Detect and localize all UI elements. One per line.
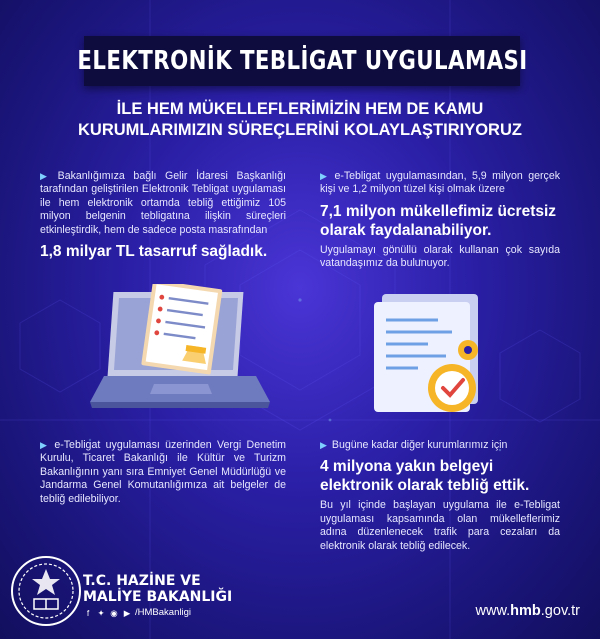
- facebook-icon[interactable]: f: [86, 607, 90, 618]
- laptop-document-illustration: [84, 284, 284, 414]
- triangle-bullet-icon: ▶: [320, 171, 330, 181]
- subtitle-line-1: İLE HEM MÜKELLEFLERİMİZİN HEM DE KAMU: [116, 100, 484, 118]
- subtitle-line-2: KURUMLARIMIZIN SÜREÇLERİNİ KOLAYLAŞTIRIYORUZ: [78, 121, 522, 139]
- website-link[interactable]: [476, 603, 580, 619]
- page-title: ELEKTRONİK TEBLİGAT UYGULAMASI: [76, 46, 528, 76]
- triangle-bullet-icon: ▶: [320, 440, 327, 450]
- youtube-icon[interactable]: ▶: [123, 607, 131, 618]
- info-block-documents: [320, 439, 560, 553]
- approved-document-illustration: [368, 290, 498, 430]
- info-block-savings: [40, 170, 286, 261]
- website-suffix: .gov.tr: [540, 603, 580, 619]
- social-links: [83, 607, 191, 618]
- triangle-bullet-icon: ▶: [40, 171, 53, 181]
- ministry-seal-logo: [8, 553, 84, 629]
- block-after-text: Uygulamayı gönüllü olarak kullanan çok sayıda vatandaşımız da bulunuyor.: [320, 243, 560, 270]
- info-block-taxpayers: [320, 170, 560, 271]
- instagram-icon[interactable]: ◉: [110, 607, 118, 618]
- block-text: Bakanlığımıza bağlı Gelir İdaresi Başkanlığı tarafından geliştirilen Elektronik Tebligat uygulaması ile hem elektronik ortamda tebliğ ettiğimiz 105 milyon belgenin tebligatına ilişkin süreçleri etkinleştirdik, hem de sadece posta masrafından: [40, 170, 286, 236]
- twitter-icon[interactable]: ✦: [97, 607, 105, 618]
- ministry-name: [83, 573, 232, 605]
- website-domain: hmb: [510, 603, 541, 619]
- block-highlight: 4 milyona yakın belgeyi elektronik olarak tebliğ ettik.: [320, 458, 530, 495]
- block-highlight: 7,1 milyon mükellefimiz ücretsiz olarak faydalanabiliyor.: [320, 202, 557, 239]
- website-prefix: www.: [475, 603, 511, 619]
- block-text: Bugüne kadar diğer kurumlarımız için: [331, 439, 508, 451]
- block-highlight: 1,8 milyar TL tasarruf sağladık.: [40, 243, 268, 261]
- block-text: e-Tebligat uygulaması üzerinden Vergi Denetim Kurulu, Ticaret Bakanlığı ile Kültür ve Turizm Bakanlığının yanı sıra Emniyet Genel Müdürlüğü ve Jandarma Genel Komutanlığımıza ait belgeler de tebliğ edilebiliyor.: [40, 439, 286, 505]
- social-handle[interactable]: /HMBakanligi: [135, 607, 191, 618]
- ministry-name-line-1: T.C. HAZİNE VE: [83, 573, 201, 589]
- title-banner: [76, 36, 528, 86]
- info-block-institutions: [40, 439, 286, 506]
- ministry-name-line-2: MALİYE BAKANLIĞI: [83, 589, 233, 605]
- block-after-text: Bu yıl içinde başlayan uygulama ile e-Tebligat uygulaması kapsamında olan mükelleflerimiz adına düzenlenecek trafik para cezaları da elektronik olarak tebliğ edilecek.: [320, 499, 560, 552]
- block-text: e-Tebligat uygulamasından, 5,9 milyon gerçek kişi ve 1,2 milyon tüzel kişi olmak üzere: [320, 170, 561, 196]
- triangle-bullet-icon: ▶: [40, 440, 50, 450]
